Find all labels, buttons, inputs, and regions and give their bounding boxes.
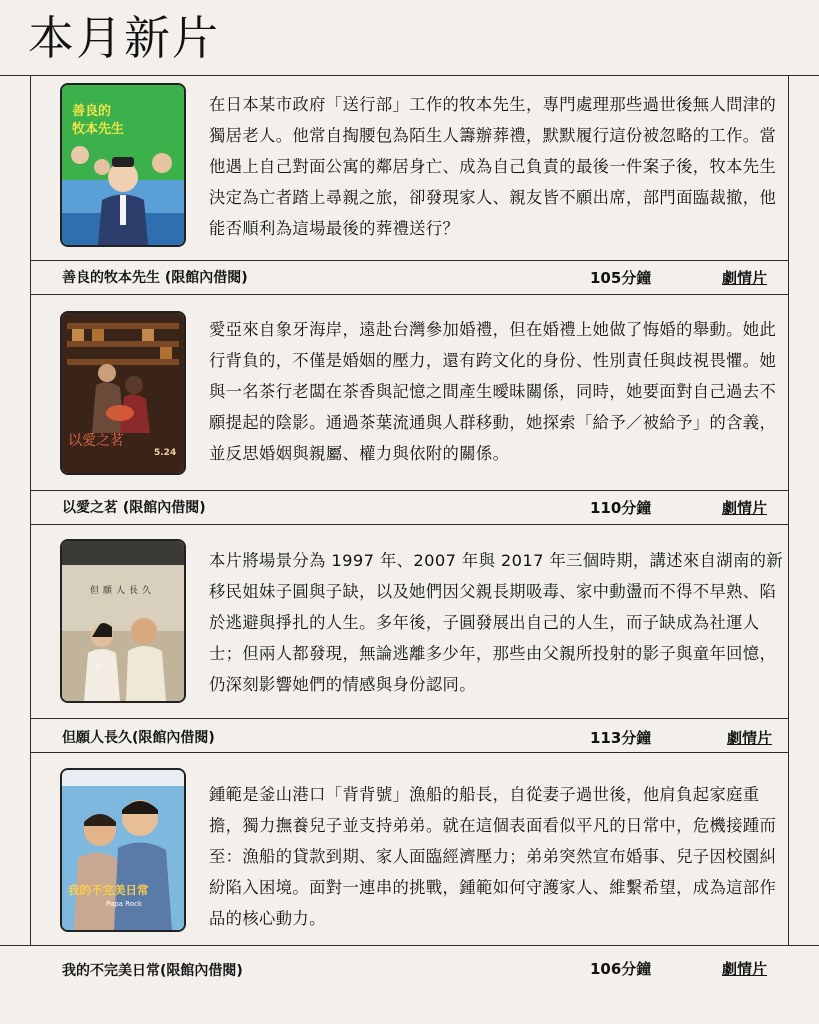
- poster-caption: 善良的: [72, 104, 112, 119]
- poster-caption: 我的不完美日常: [68, 883, 149, 897]
- film-genre-link[interactable]: 劇情片: [722, 499, 768, 517]
- film-duration: 113分鐘: [590, 729, 652, 747]
- film-genre-link[interactable]: 劇情片: [722, 960, 768, 978]
- divider: [30, 752, 788, 753]
- divider: [0, 75, 819, 76]
- poster-release-date: 5.24: [154, 448, 177, 458]
- divider: [30, 490, 788, 491]
- film-genre-link[interactable]: 劇情片: [727, 729, 773, 747]
- film-description: 愛亞來自象牙海岸，遠赴台灣參加婚禮，但在婚禮上她做了悔婚的舉動。她此行背負的，不僅是婚姻的壓力，還有跨文化的身份、性別責任與歧視畏懼。她與一名茶行老闆在茶香與記憶之間產生曖昧關係，同時，她要面對自己過去不願提起的陰影。通過茶葉流通與人群移動，她探索「給予／被給予」的含義，並反思婚姻與親屬、權力與依附的關係。: [209, 320, 777, 463]
- divider: [30, 718, 788, 719]
- film-title: 善良的牧本先生 (限館內借閱): [62, 270, 248, 286]
- film-genre-link[interactable]: 劇情片: [722, 269, 768, 287]
- poster-caption: 牧本先生: [72, 122, 125, 137]
- film-description: 在日本某市政府「送行部」工作的牧本先生，專門處理那些過世後無人問津的獨居老人。他常自掏腰包為陌生人籌辦葬禮，默默履行這份被忽略的工作。當他遇上自己對面公寓的鄰居身亡、成為自己負責的最後一件案子後，牧本先生決定為亡者踏上尋親之旅，卻發現家人、親友皆不願出席，部門面臨裁撤，他能否順利為這場最後的葬禮送行？: [209, 95, 777, 238]
- poster-caption: 但願人長久: [90, 586, 156, 596]
- divider: [30, 524, 788, 525]
- divider: [788, 75, 789, 945]
- film-description: 鍾範是釜山港口「背背號」漁船的船長，自從妻子過世後，他肩負起家庭重擔，獨力撫養兒子並支持弟弟。就在這個表面看似平凡的日常中，危機接踵而至：漁船的貸款到期、家人面臨經濟壓力；弟弟突然宣布婚事、兒子因校園糾紛陷入困境。面對一連串的挑戰，鍾範如何守護家人、維繫希望，成為這部作品的核心動力。: [209, 785, 777, 928]
- film-duration: 105分鐘: [590, 269, 652, 287]
- poster-caption: 以愛之茗: [68, 433, 124, 449]
- poster-subcaption: Papa Rock: [106, 900, 142, 908]
- film-poster: [62, 313, 184, 473]
- divider: [30, 260, 788, 261]
- film-duration: 110分鐘: [590, 499, 652, 517]
- film-title: 我的不完美日常(限館內借閱): [62, 963, 243, 979]
- film-title: 以愛之茗 (限館內借閱): [62, 500, 206, 516]
- film-duration: 106分鐘: [590, 960, 652, 978]
- film-poster: [62, 770, 184, 930]
- film-poster: [62, 85, 184, 245]
- film-title: 但願人長久(限館內借閱): [62, 730, 215, 746]
- film-description: 本片將場景分為 1997 年、2007 年與 2017 年三個時期，講述來自湖南的新移民姐妹子圓與子缺，以及她們因父親長期吸毒、家中動盪而不得不早熟、陷於逃避與掙扎的人生。多年後，子圓發展出自己的人生，而子缺成為社運人士；但兩人都發現，無論逃離多少年，那些由父親所投射的影子與童年回憶，仍深刻影響她們的情感與身份認同。: [209, 551, 784, 694]
- divider: [0, 945, 819, 946]
- page-title: 本月新片: [28, 11, 220, 65]
- film-poster: [62, 541, 184, 701]
- divider: [30, 75, 31, 945]
- divider: [30, 294, 788, 295]
